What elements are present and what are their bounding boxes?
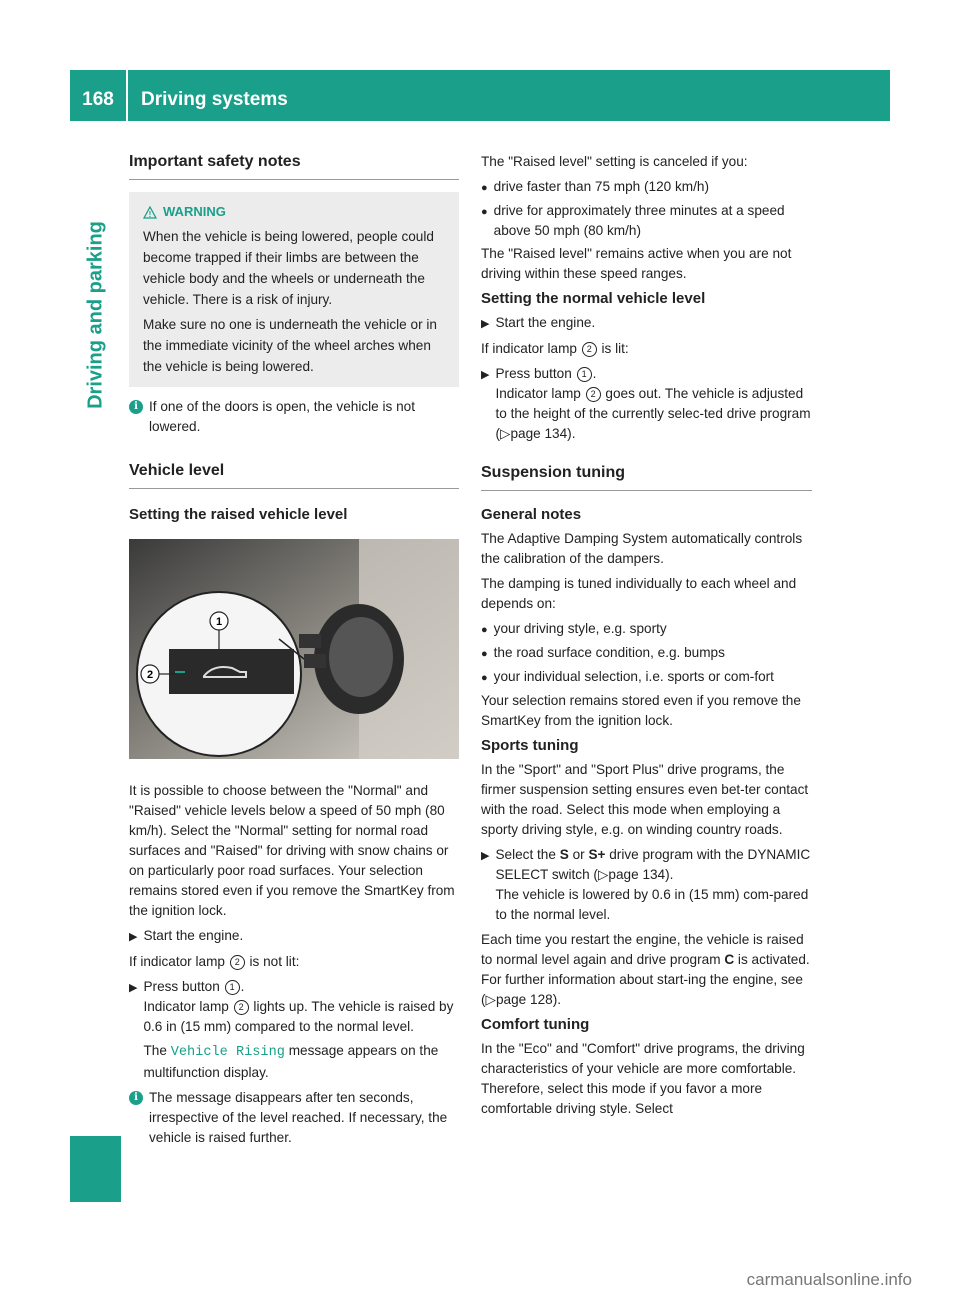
heading-vehicle-level: Vehicle level [129, 461, 459, 489]
section-title: Driving systems [141, 89, 288, 110]
callout-2-icon: 2 [582, 342, 597, 357]
message-line: The Vehicle Rising message appears on the multifunction display. [143, 1043, 439, 1080]
watermark: carmanualsonline.info [746, 1270, 912, 1289]
right-column: The "Raised level" setting is canceled if you: ● drive faster than 75 mph (120 km/h) ● drive for approximately three minutes at a speed above 50 mph (80 km/h) The "Raised level" remains active when you are not driving within these speed ranges. Setting the normal vehicle level ▶ Start the engine. If indicator lamp 2 is lit: ▶ Press button 1 . Indicator lamp 2 goes out. The vehicle is adjusted to the height of the currently selec-ted drive program (▷page 134). Suspension tuning General notes The Adaptive Damping System automatically controls the calibration of the dampers. The damping is tuned individually to each wheel and depends on: ● your driving style, e.g. sporty ● the road surface condition, e.g. bumps ● your individual selection, i.e. sports or com-fort Your selection remains stored even if you remove the SmartKey from the ignition lock. Sports tuning In the "Sport" and "Sport Plus" drive programs, the firmer suspension setting ensures even bet-ter contact with the road. Select this mode when employing a sporty driving style, e.g. on winding country roads. ▶ Select the S or S+ drive program with the DYNAMIC SELECT switch (▷page 134). The vehicle is lowered by 0.6 in (15 mm) com-pared to the normal level. Each time you restart the engine, the vehicle is raised to normal level again and drive program C is activated. For further information about start-ing the engine, see (▷page 128). Comfort tuning In the "Eco" and "Comfort" drive programs, the driving characteristics of your vehicle are more comfortable. Therefore, select this mode if you favor a more comfortable driving style. Select [481, 154, 811, 1116]
bullet-item: ● drive faster than 75 mph (120 km/h) [481, 179, 709, 194]
info-note-message: i The message disappears after ten seconds, irrespective of the level reached. If necessary, the vehicle is raised further. [129, 1088, 459, 1148]
callout-1-icon: 1 [577, 367, 592, 382]
callout-2-icon: 2 [230, 955, 245, 970]
left-column [129, 152, 459, 1154]
page-ref-arrow-icon: ▷ [500, 426, 511, 441]
info-icon: i [129, 1091, 143, 1105]
step-arrow-icon: ▶ [129, 931, 138, 943]
subheading-raised-level: Setting the raised vehicle level [129, 506, 348, 523]
raised-level-after: The "Raised level" remains active when you are not driving within these speed ranges. [481, 246, 792, 281]
step-arrow-icon: ▶ [481, 850, 490, 862]
sidebar-tab-marker [70, 1136, 121, 1202]
heading-important-safety-notes: Important safety notes [129, 152, 459, 180]
svg-text:2: 2 [146, 669, 154, 681]
step-press-button-2: ▶ Press button 1 . Indicator lamp 2 goes out. The vehicle is adjusted to the height of the currently selec-ted drive program (▷page 134). [481, 364, 812, 444]
warning-box [129, 192, 459, 387]
step-start-engine-2: ▶ Start the engine. [481, 313, 812, 334]
page-reference-link[interactable]: page 134 [510, 426, 568, 441]
heading-suspension-tuning: Suspension tuning [481, 463, 812, 491]
warning-triangle-icon [143, 206, 157, 219]
info-icon: i [129, 400, 143, 414]
step-press-button: ▶ Press button 1 . Indicator lamp 2 lights up. The vehicle is raised by 0.6 in (15 mm) compared to the normal level. The Vehicle Rising message appears on the multifunction display. [129, 977, 459, 1083]
bullet-item: ● drive for approximately three minutes at a speed above 50 mph (80 km/h) [481, 203, 785, 238]
step-arrow-icon: ▶ [481, 369, 490, 381]
subheading-sports-tuning: Sports tuning [481, 737, 579, 754]
page-ref-arrow-icon: ▷ [597, 867, 609, 882]
svg-text:!: ! [148, 209, 152, 219]
warning-label: WARNING [163, 204, 226, 219]
step-select-sport: ▶ Select the S or S+ drive program with the DYNAMIC SELECT switch (▷page 134). The vehicle is lowered by 0.6 in (15 mm) com-pared to the normal level. [481, 845, 812, 925]
warning-text-1: When the vehicle is being lowered, people could become trapped if their limbs are between the vehicle body and the wheels or underneath the vehicle. There is a risk of injury. [143, 229, 434, 307]
restart-paragraph: Each time you restart the engine, the vehicle is raised to normal level again and drive program C is activated. For further information about start-ing the engine, see (▷page 128). [481, 932, 810, 1007]
sidebar-chapter-label: Driving and parking [84, 221, 107, 409]
step-arrow-icon: ▶ [129, 982, 138, 994]
callout-1-icon: 1 [225, 980, 240, 995]
control-panel-photo [129, 539, 459, 759]
subheading-comfort-tuning: Comfort tuning [481, 1016, 590, 1033]
page-number: 168 [82, 89, 114, 110]
bullet-item: ● the road surface condition, e.g. bumps [481, 645, 725, 660]
raised-level-intro: The "Raised level" setting is canceled if you: [481, 154, 748, 169]
step-start-engine: ▶ Start the engine. [129, 926, 459, 947]
info-text: If one of the doors is open, the vehicle is not lowered. [149, 399, 416, 434]
page-ref-arrow-icon: ▷ [485, 992, 496, 1007]
condition-lamp-not-lit: If indicator lamp 2 is not lit: [129, 954, 300, 969]
page-reference-link[interactable]: page 128 [496, 992, 553, 1007]
condition-lamp-lit: If indicator lamp 2 is lit: [481, 341, 629, 356]
warning-text-2: Make sure no one is underneath the vehicle or in the immediate vicinity of the wheel arches when the vehicle is being lowered. [143, 317, 437, 374]
vehicle-level-paragraph: It is possible to choose between the "Normal" and "Raised" vehicle levels below a speed of 50 mph (80 km/h). Select the "Normal" setting for normal road surfaces and "Raised" for driving with snow chains or on particularly poor road surfaces. Your selection remains stored even if you remove the SmartKey from the ignition lock. [129, 783, 455, 918]
callout-2-icon: 2 [586, 387, 601, 402]
step-arrow-icon: ▶ [481, 318, 490, 330]
svg-text:1: 1 [215, 616, 223, 628]
subheading-general-notes: General notes [481, 506, 582, 523]
display-message: Vehicle Rising [170, 1045, 285, 1060]
subheading-normal-level: Setting the normal vehicle level [481, 290, 706, 307]
info-note [129, 397, 459, 437]
bullet-item: ● your individual selection, i.e. sports or com-fort [481, 669, 774, 684]
bullet-item: ● your driving style, e.g. sporty [481, 621, 667, 636]
page-reference-link[interactable]: page 134 [608, 867, 666, 882]
callout-2-icon: 2 [234, 1000, 249, 1015]
header-divider [126, 70, 128, 121]
